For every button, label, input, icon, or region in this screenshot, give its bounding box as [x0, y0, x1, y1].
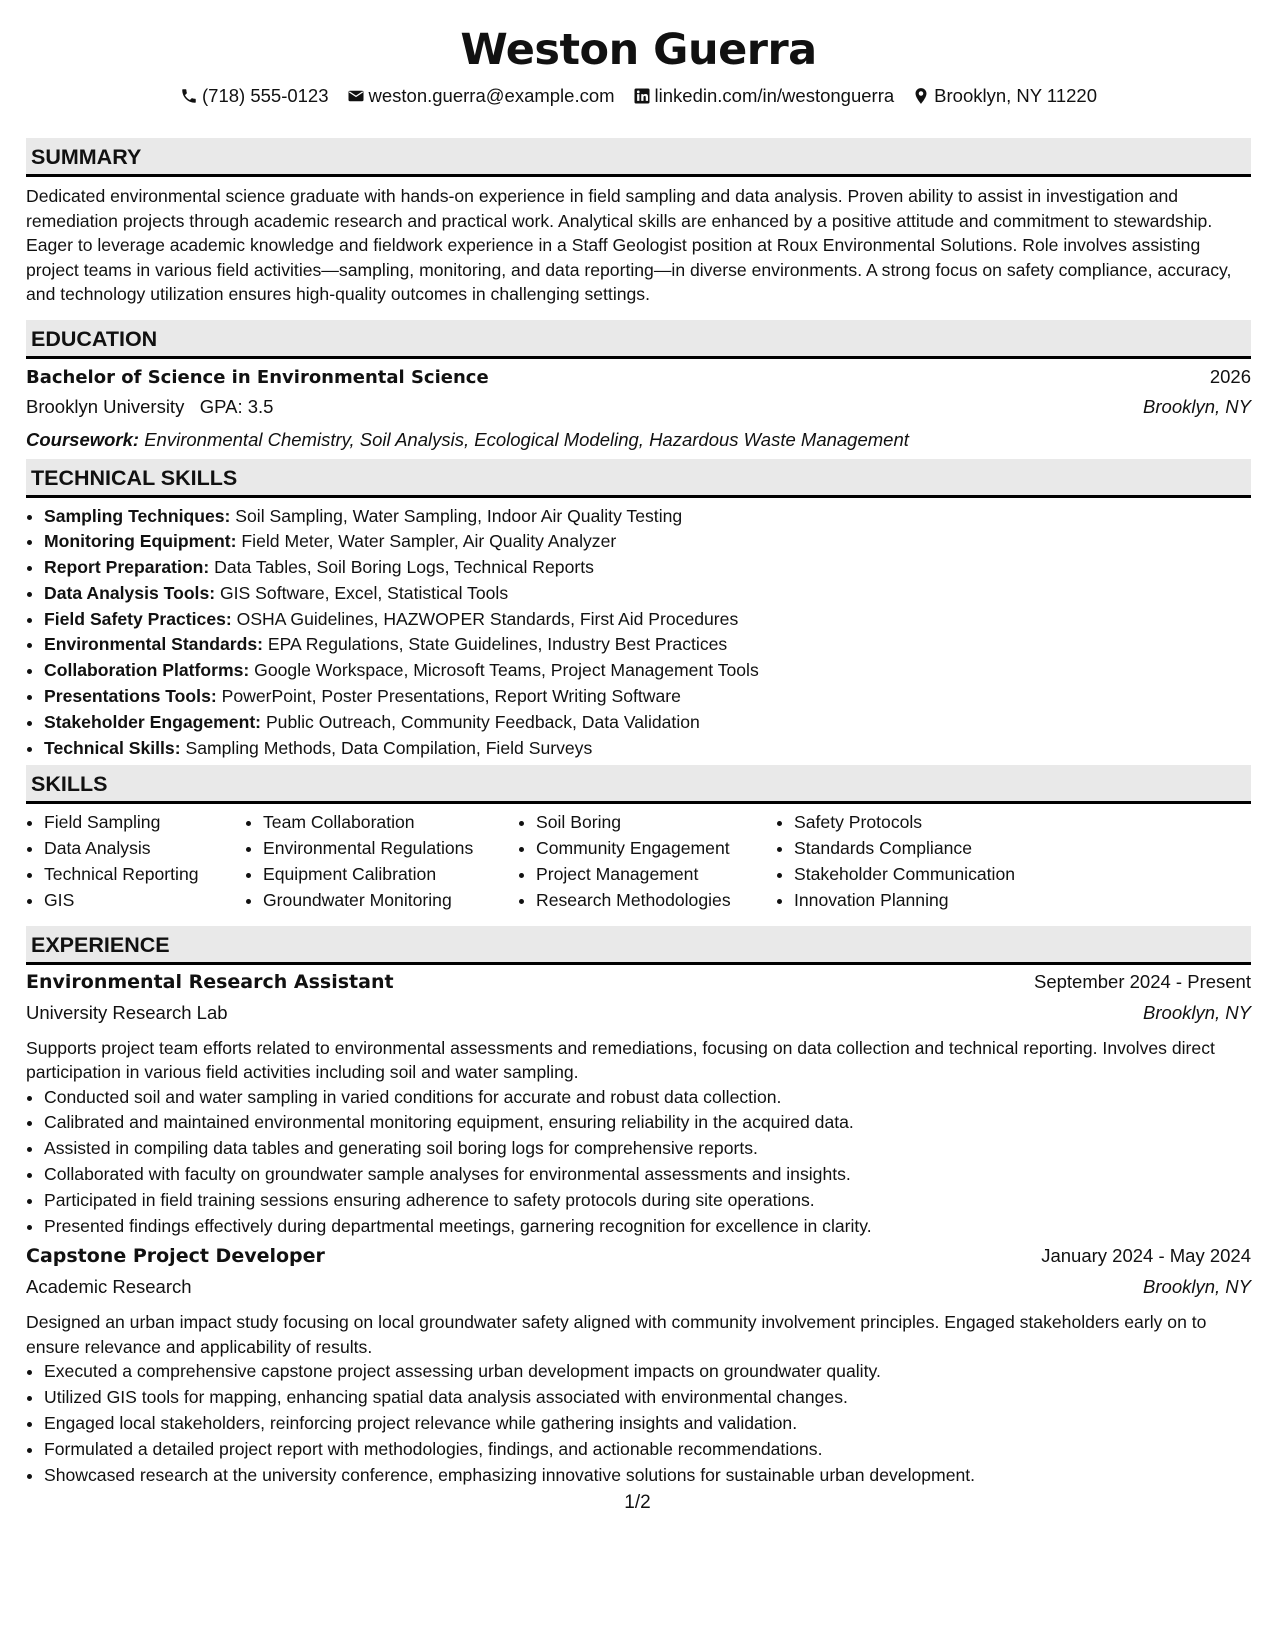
job-organization: Academic Research	[26, 1276, 192, 1298]
linkedin-icon	[633, 87, 651, 105]
job-summary: Supports project team efforts related to environmental assessments and remediations, focusing on data collection and technical reporting. Involves direct participation in various field activities including soil and water sampling.	[26, 1037, 1215, 1083]
list-item: • Standards Compliance	[794, 836, 1074, 862]
skills-column	[776, 810, 1074, 913]
education-school-row	[26, 396, 1251, 425]
section-heading-experience: EXPERIENCE	[26, 926, 1251, 965]
job-org-row	[26, 1276, 1251, 1307]
candidate-name: Weston Guerra	[460, 25, 817, 75]
skill-category-label: Data Analysis Tools:	[44, 582, 216, 603]
list-item	[44, 710, 1251, 736]
skill-category-label: Collaboration Platforms:	[44, 660, 250, 681]
skills-column	[245, 810, 518, 913]
skill-category-value: Field Meter, Water Sampler, Air Quality Analyzer	[241, 531, 617, 552]
email-link: weston.guerra@example.com	[368, 85, 615, 106]
page-number: 1/2	[624, 1492, 651, 1513]
coursework-list: Environmental Chemistry, Soil Analysis, Ecological Modeling, Hazardous Waste Management	[144, 428, 909, 450]
skill-category-value: Soil Sampling, Water Sampling, Indoor Air Quality Testing	[235, 505, 683, 526]
list-item	[44, 658, 1251, 684]
contact-email[interactable]	[347, 85, 615, 107]
skill-category-label: Sampling Techniques:	[44, 505, 231, 526]
section-heading-education: EDUCATION	[26, 320, 1251, 359]
list-item: • Showcased research at the university conference, emphasizing innovative solutions for sustainable urban development.	[44, 1463, 1251, 1489]
list-item: • Stakeholder Communication	[794, 862, 1074, 888]
job-title-row	[26, 1245, 1251, 1276]
list-item: • Innovation Planning	[794, 888, 1074, 914]
job-org-row	[26, 1002, 1251, 1033]
section-heading-technical-skills: TECHNICAL SKILLS	[26, 459, 1251, 498]
summary-text: Dedicated environmental science graduate with hands-on experience in field sampling and data analysis. Proven ability to assist in investigation and remediation projects through academic research and practical work. Analytical skills are enhanced by a positive attitude and commitment to stewardship. Eager to leverage academic knowledge and fieldwork experience in a Staff Geologist position at Roux Environmental Solutions. Role involves assisting project teams in various field activities—sampling, monitoring, and data reporting—in diverse environments. A strong focus on safety compliance, accuracy, and technology utilization ensures high-quality outcomes in challenging settings.	[26, 186, 1232, 304]
degree-title: Bachelor of Science in Environmental Science	[26, 366, 489, 388]
skill-category-label: Field Safety Practices:	[44, 608, 232, 629]
technical-skills-list	[26, 504, 1251, 762]
list-item: • Environmental Regulations	[263, 836, 518, 862]
list-item: • Utilized GIS tools for mapping, enhancing spatial data analysis associated with environmental changes.	[44, 1385, 1251, 1411]
list-item: • Equipment Calibration	[263, 862, 518, 888]
skill-category-value: Data Tables, Soil Boring Logs, Technical Reports	[214, 557, 594, 578]
list-item	[44, 504, 1251, 530]
skills-column	[518, 810, 776, 913]
contact-location	[912, 85, 1097, 107]
list-item: • Field Sampling	[44, 810, 245, 836]
list-item: • Collaborated with faculty on groundwater sample analyses for environmental assessments and insights.	[44, 1162, 1251, 1188]
list-item: • Soil Boring	[536, 810, 776, 836]
section-heading-skills: SKILLS	[26, 765, 1251, 804]
skill-category-label: Environmental Standards:	[44, 634, 263, 655]
list-item: • Community Engagement	[536, 836, 776, 862]
experience-entry	[26, 971, 1251, 1240]
skill-category-value: Google Workspace, Microsoft Teams, Project Management Tools	[254, 660, 759, 681]
list-item: • Team Collaboration	[263, 810, 518, 836]
contact-bar	[26, 85, 1251, 107]
skill-category-label: Presentations Tools:	[44, 686, 217, 707]
job-organization: University Research Lab	[26, 1001, 228, 1023]
contact-phone[interactable]	[180, 85, 329, 107]
phone-icon	[180, 87, 198, 105]
job-title: Capstone Project Developer	[26, 1245, 325, 1268]
job-title: Environmental Research Assistant	[26, 970, 394, 993]
list-item: • Executed a comprehensive capstone project assessing urban development impacts on groundwater quality.	[44, 1359, 1251, 1385]
list-item	[44, 581, 1251, 607]
list-item: • Engaged local stakeholders, reinforcing project relevance while gathering insights and validation.	[44, 1411, 1251, 1437]
coursework	[26, 425, 1251, 459]
coursework-label: Coursework:	[26, 428, 140, 450]
list-item	[44, 736, 1251, 762]
skills-grid	[26, 810, 1251, 913]
envelope-icon	[347, 87, 365, 105]
list-item: • Safety Protocols	[794, 810, 1074, 836]
map-pin-icon	[912, 87, 930, 105]
list-item: • GIS	[44, 888, 245, 914]
list-item: • Participated in field training sessions ensuring adherence to safety protocols during site operations.	[44, 1188, 1251, 1214]
list-item: • Formulated a detailed project report with methodologies, findings, and actionable recommendations.	[44, 1437, 1251, 1463]
list-item	[44, 529, 1251, 555]
education-degree-row	[26, 366, 1251, 396]
skill-category-value: PowerPoint, Poster Presentations, Report Writing Software	[221, 686, 681, 707]
skill-category-value: OSHA Guidelines, HAZWOPER Standards, First Aid Procedures	[236, 608, 739, 629]
job-dates: September 2024 - Present	[1034, 970, 1251, 992]
list-item: • Groundwater Monitoring	[263, 888, 518, 914]
list-item: • Technical Reporting	[44, 862, 245, 888]
list-item: • Presented findings effectively during departmental meetings, garnering recognition for excellence in clarity.	[44, 1214, 1251, 1240]
school-location: Brooklyn, NY	[1143, 395, 1251, 417]
list-item	[44, 607, 1251, 633]
skill-category-value: GIS Software, Excel, Statistical Tools	[219, 582, 509, 603]
list-item	[44, 684, 1251, 710]
phone-text: (718) 555-0123	[202, 85, 329, 106]
linkedin-link: linkedin.com/in/westonguerra	[654, 85, 895, 106]
resume-page	[26, 0, 1251, 1488]
skill-category-label: Technical Skills:	[44, 737, 181, 758]
list-item: • Conducted soil and water sampling in varied conditions for accurate and robust data collection.	[44, 1085, 1251, 1111]
graduation-year: 2026	[1209, 365, 1251, 387]
school-name: Brooklyn University	[26, 395, 185, 417]
job-title-row	[26, 971, 1251, 1002]
skill-category-label: Report Preparation:	[44, 557, 210, 578]
list-item: • Research Methodologies	[536, 888, 776, 914]
job-summary: Designed an urban impact study focusing on local groundwater safety aligned with community involvement principles. Engaged stakeholders early on to ensure relevance and applicability of results.	[26, 1312, 1207, 1357]
location-text: Brooklyn, NY 11220	[934, 85, 1097, 106]
list-item	[44, 555, 1251, 581]
job-location: Brooklyn, NY	[1143, 1001, 1251, 1023]
skill-category-value: Public Outreach, Community Feedback, Data Validation	[265, 711, 700, 732]
job-bullets	[26, 1085, 1251, 1240]
section-heading-summary: SUMMARY	[26, 138, 1251, 177]
list-item: • Data Analysis	[44, 836, 245, 862]
gpa: GPA: 3.5	[199, 395, 274, 417]
job-bullets	[26, 1359, 1251, 1488]
list-item: • Calibrated and maintained environmental monitoring equipment, ensuring reliability in the acquired data.	[44, 1110, 1251, 1136]
job-dates: January 2024 - May 2024	[1041, 1245, 1251, 1267]
list-item: • Assisted in compiling data tables and generating soil boring logs for comprehensive reports.	[44, 1136, 1251, 1162]
list-item: • Project Management	[536, 862, 776, 888]
school-info	[26, 396, 273, 418]
job-location: Brooklyn, NY	[1143, 1276, 1251, 1298]
skill-category-label: Monitoring Equipment:	[44, 531, 237, 552]
experience-entry	[26, 1245, 1251, 1488]
skill-category-value: EPA Regulations, State Guidelines, Industry Best Practices	[267, 634, 728, 655]
skills-column	[26, 810, 245, 913]
skill-category-label: Stakeholder Engagement:	[44, 711, 262, 732]
skill-category-value: Sampling Methods, Data Compilation, Field Surveys	[185, 737, 593, 758]
list-item	[44, 632, 1251, 658]
contact-linkedin[interactable]	[633, 85, 895, 107]
